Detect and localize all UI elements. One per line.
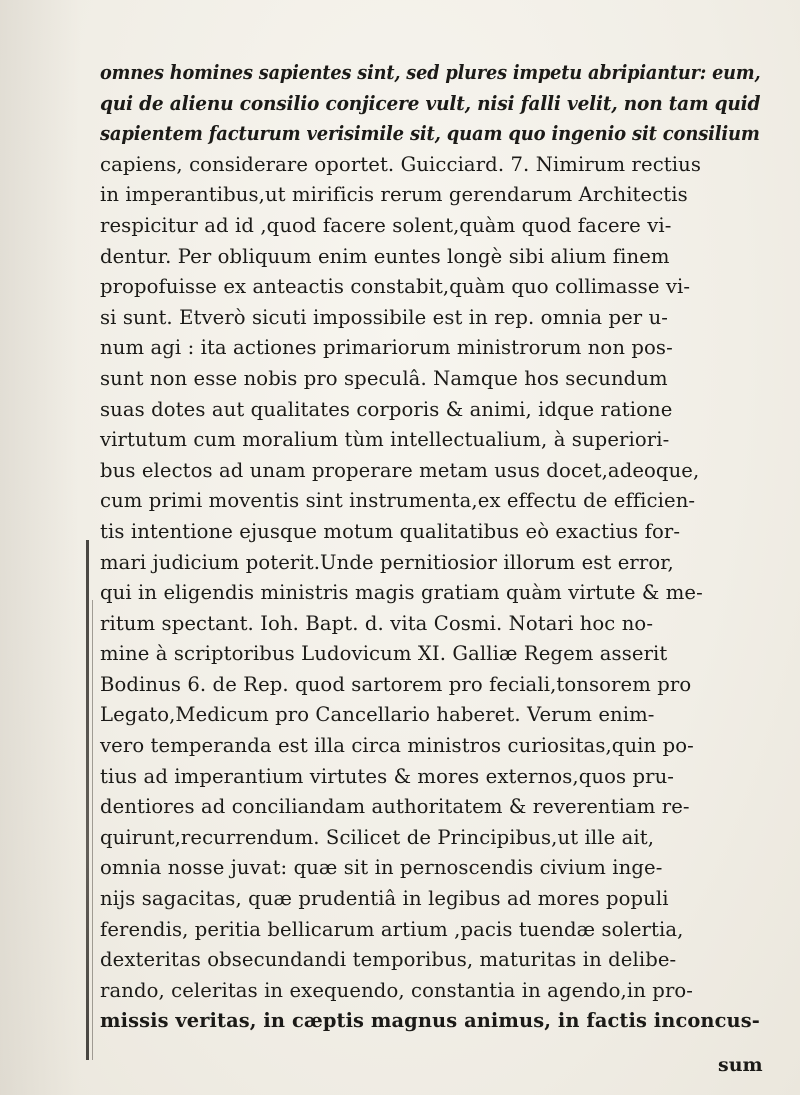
text-line: propofuisse ex anteactis constabit,quàm quo collimasse vi- [100, 275, 691, 299]
text-line: omnia nosse juvat: quæ sit in pernoscendis civium inge- [100, 856, 663, 880]
text-line: num agi : ita actiones primariorum ministrorum non pos- [100, 336, 673, 360]
margin-binding-line-thin [92, 600, 93, 1060]
text-line: quirunt,recurrendum. Scilicet de Principibus,ut ille ait, [100, 825, 655, 849]
text-line: sunt non esse nobis pro speculâ. Namque hos secundum [100, 366, 668, 390]
text-line: Bodinus 6. de Rep. quod sartorem pro feciali,tonsorem pro [100, 672, 692, 696]
margin-binding-line [86, 540, 89, 1060]
text-line: mine à scriptoribus Ludovicum XI. Galliæ Regem asserit [100, 642, 668, 666]
text-line: suas dotes aut qualitates corporis & animi, idque ratione [100, 397, 673, 421]
text-line: ferendis, peritia bellicarum artium ,pacis tuendæ solertia, [100, 917, 684, 941]
text-line: ritum spectant. Ioh. Bapt. d. vita Cosmi. Notari hoc no- [100, 611, 654, 635]
text-line: nijs sagacitas, quæ prudentiâ in legibus ad mores populi [100, 887, 669, 911]
text-line: missis veritas, in cæptis magnus animus, in factis inconcus- [100, 1009, 760, 1033]
text-line: sapientem facturum verisimile sit, quam quo ingenio sit consilium [100, 122, 760, 146]
text-line: rando, celeritas in exequendo, constantia in agendo,in pro- [100, 978, 694, 1002]
text-line: qui de alienu consilio conjicere vult, nisi falli velit, non tam quid [100, 91, 761, 115]
text-line: tius ad imperantium virtutes & mores externos,quos pru- [100, 764, 675, 788]
text-line: qui in eligendis ministris magis gratiam quàm virtute & me- [100, 581, 703, 605]
body-text [100, 58, 760, 1037]
text-line: in imperantibus,ut mirificis rerum gerendarum Architectis [100, 183, 688, 207]
catchword: sum [718, 1054, 763, 1076]
text-line: dentiores ad conciliandam authoritatem & reverentiam re- [100, 795, 690, 819]
page-gutter-shadow [0, 0, 80, 1095]
text-line: Legato,Medicum pro Cancellario haberet. Verum enim- [100, 703, 655, 727]
text-line: tis intentione ejusque motum qualitatibus eò exactius for- [100, 519, 681, 543]
text-line: dentur. Per obliquum enim euntes longè sibi alium finem [100, 244, 670, 268]
text-line: respicitur ad id ,quod facere solent,quàm quod facere vi- [100, 213, 672, 237]
text-line: vero temperanda est illa circa ministros curiositas,quin po- [100, 734, 694, 758]
text-line: virtutum cum moralium tùm intellectualium, à superiori- [100, 428, 670, 452]
text-line: mari judicium poterit.Unde pernitiosior illorum est error, [100, 550, 674, 574]
text-line: cum primi moventis sint instrumenta,ex effectu de efficien- [100, 489, 696, 513]
text-line: bus electos ad unam properare metam usus docet,adeoque, [100, 458, 700, 482]
text-line: si sunt. Etverò sicuti impossibile est in rep. omnia per u- [100, 305, 669, 329]
text-line: capiens, considerare oportet. Guicciard. 7. Nimirum rectius [100, 152, 702, 176]
text-line: dexteritas obsecundandi temporibus, maturitas in delibe- [100, 948, 677, 972]
text-line: omnes homines sapientes sint, sed plures impetu abripiantur: eum, [100, 61, 761, 84]
